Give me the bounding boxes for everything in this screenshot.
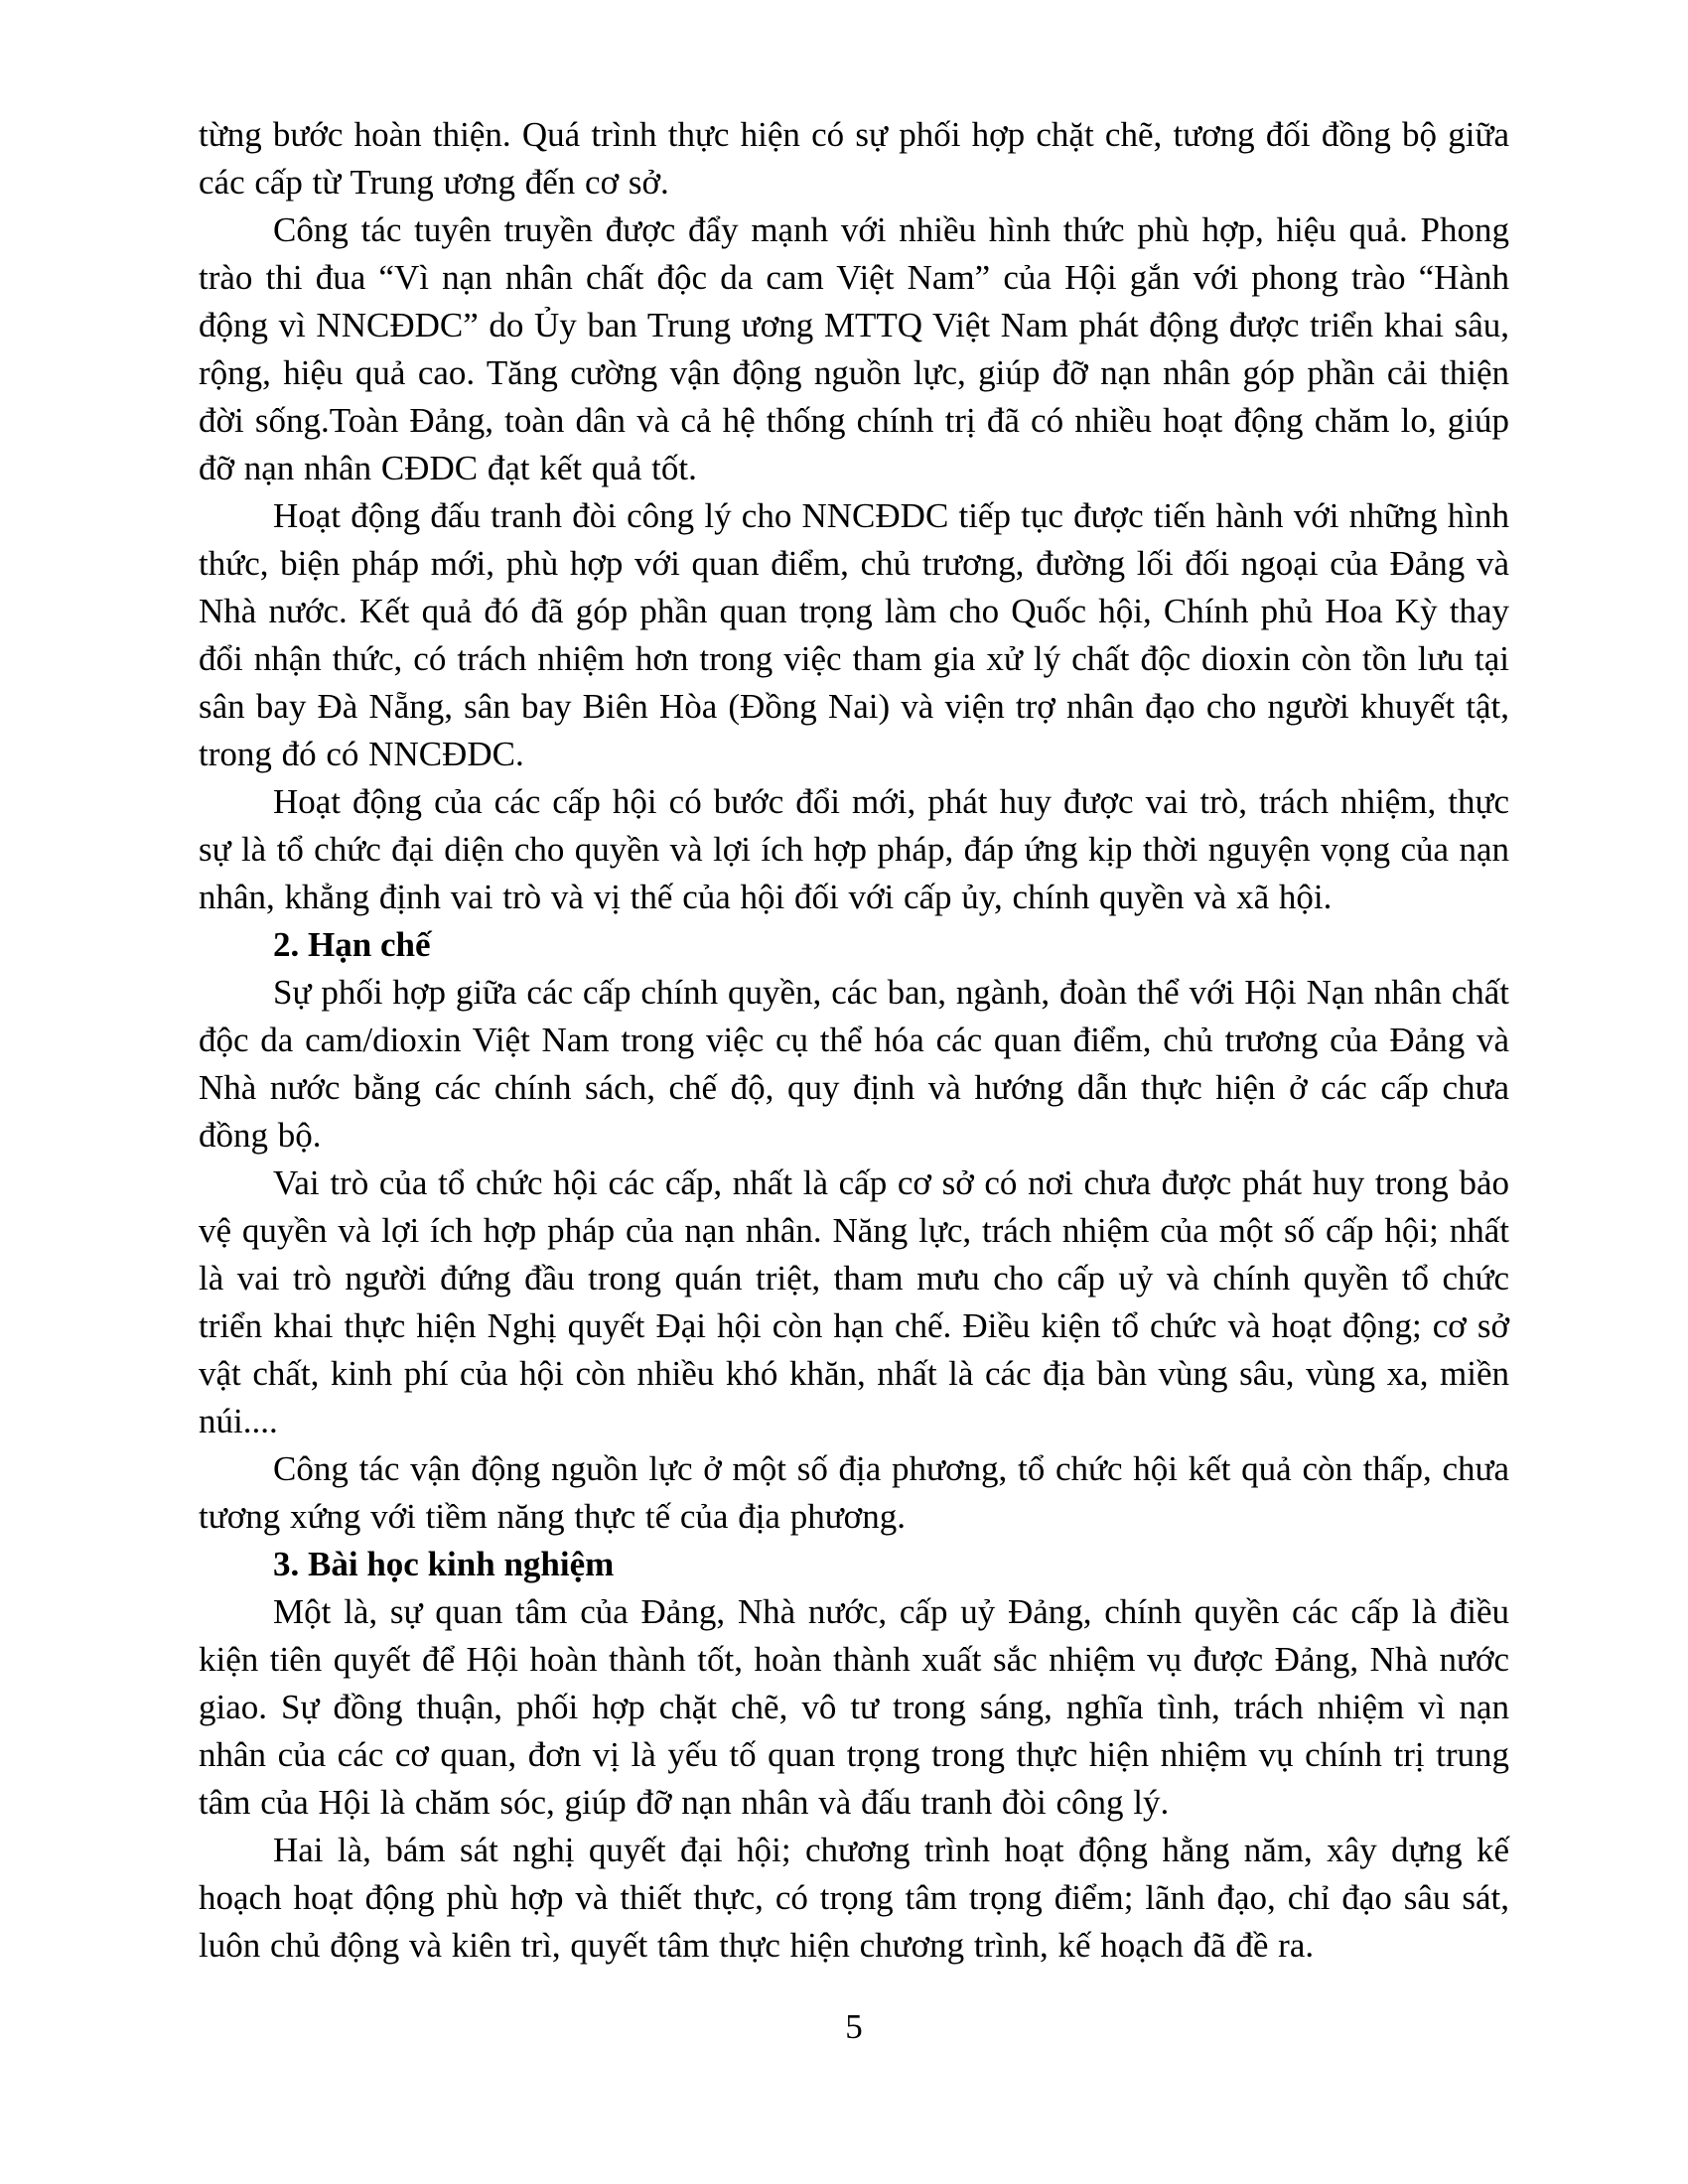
document-text-block [199, 111, 1509, 2051]
body-paragraph-continuation: từng bước hoàn thiện. Quá trình thực hiện có sự phối hợp chặt chẽ, tương đối đồng bộ giữa các cấp từ Trung ương đến cơ sở. [199, 115, 1509, 202]
body-paragraph: Hai là, bám sát nghị quyết đại hội; chương trình hoạt động hằng năm, xây dựng kế hoạch hoạt động phù hợp và thiết thực, có trọng tâm trọng điểm; lãnh đạo, chỉ đạo sâu sát, luôn chủ động và kiên trì, quyết tâm thực hiện chương trình, kế hoạch đã đề ra. [199, 1831, 1509, 1965]
section-heading-han-che: 2. Hạn chế [273, 925, 431, 964]
body-paragraph: Hoạt động của các cấp hội có bước đổi mới, phát huy được vai trò, trách nhiệm, thực sự là tổ chức đại diện cho quyền và lợi ích hợp pháp, đáp ứng kịp thời nguyện vọng của nạn nhân, khẳng định vai trò và vị thế của hội đối với cấp ủy, chính quyền và xã hội. [199, 782, 1509, 916]
page-number: 5 [845, 2007, 863, 2046]
body-paragraph: Một là, sự quan tâm của Đảng, Nhà nước, cấp uỷ Đảng, chính quyền các cấp là điều kiện tiên quyết để Hội hoàn thành tốt, hoàn thành xuất sắc nhiệm vụ được Đảng, Nhà nước giao. Sự đồng thuận, phối hợp chặt chẽ, vô tư trong sáng, nghĩa tình, trách nhiệm vì nạn nhân của các cơ quan, đơn vị là yếu tố quan trọng trong thực hiện nhiệm vụ chính trị trung tâm của Hội là chăm sóc, giúp đỡ nạn nhân và đấu tranh đòi công lý. [199, 1592, 1509, 1822]
body-paragraph: Hoạt động đấu tranh đòi công lý cho NNCĐDC tiếp tục được tiến hành với những hình thức, biện pháp mới, phù hợp với quan điểm, chủ trương, đường lối đối ngoại của Đảng và Nhà nước. Kết quả đó đã góp phần quan trọng làm cho Quốc hội, Chính phủ Hoa Kỳ thay đổi nhận thức, có trách nhiệm hơn trong việc tham gia xử lý chất độc dioxin còn tồn lưu tại sân bay Đà Nẵng, sân bay Biên Hòa (Đồng Nai) và viện trợ nhân đạo cho người khuyết tật, trong đó có NNCĐDC. [199, 496, 1509, 773]
body-paragraph: Công tác tuyên truyền được đẩy mạnh với nhiều hình thức phù hợp, hiệu quả. Phong trào thi đua “Vì nạn nhân chất độc da cam Việt Nam” của Hội gắn với phong trào “Hành động vì NNCĐDC” do Ủy ban Trung ương MTTQ Việt Nam phát động được triển khai sâu, rộng, hiệu quả cao. Tăng cường vận động nguồn lực, giúp đỡ nạn nhân góp phần cải thiện đời sống.Toàn Đảng, toàn dân và cả hệ thống chính trị đã có nhiều hoạt động chăm lo, giúp đỡ nạn nhân CĐDC đạt kết quả tốt. [199, 210, 1509, 487]
section-heading-bai-hoc-kinh-nghiem: 3. Bài học kinh nghiệm [273, 1545, 615, 1583]
body-paragraph: Vai trò của tổ chức hội các cấp, nhất là cấp cơ sở có nơi chưa được phát huy trong bảo vệ quyền và lợi ích hợp pháp của nạn nhân. Năng lực, trách nhiệm của một số cấp hội; nhất là vai trò người đứng đầu trong quán triệt, tham mưu cho cấp uỷ và chính quyền tổ chức triển khai thực hiện Nghị quyết Đại hội còn hạn chế. Điều kiện tổ chức và hoạt động; cơ sở vật chất, kinh phí của hội còn nhiều khó khăn, nhất là các địa bàn vùng sâu, vùng xa, miền núi.... [199, 1163, 1509, 1440]
body-paragraph: Sự phối hợp giữa các cấp chính quyền, các ban, ngành, đoàn thể với Hội Nạn nhân chất độc da cam/dioxin Việt Nam trong việc cụ thể hóa các quan điểm, chủ trương của Đảng và Nhà nước bằng các chính sách, chế độ, quy định và hướng dẫn thực hiện ở các cấp chưa đồng bộ. [199, 973, 1509, 1155]
body-paragraph: Công tác vận động nguồn lực ở một số địa phương, tổ chức hội kết quả còn thấp, chưa tương xứng với tiềm năng thực tế của địa phương. [199, 1449, 1509, 1536]
